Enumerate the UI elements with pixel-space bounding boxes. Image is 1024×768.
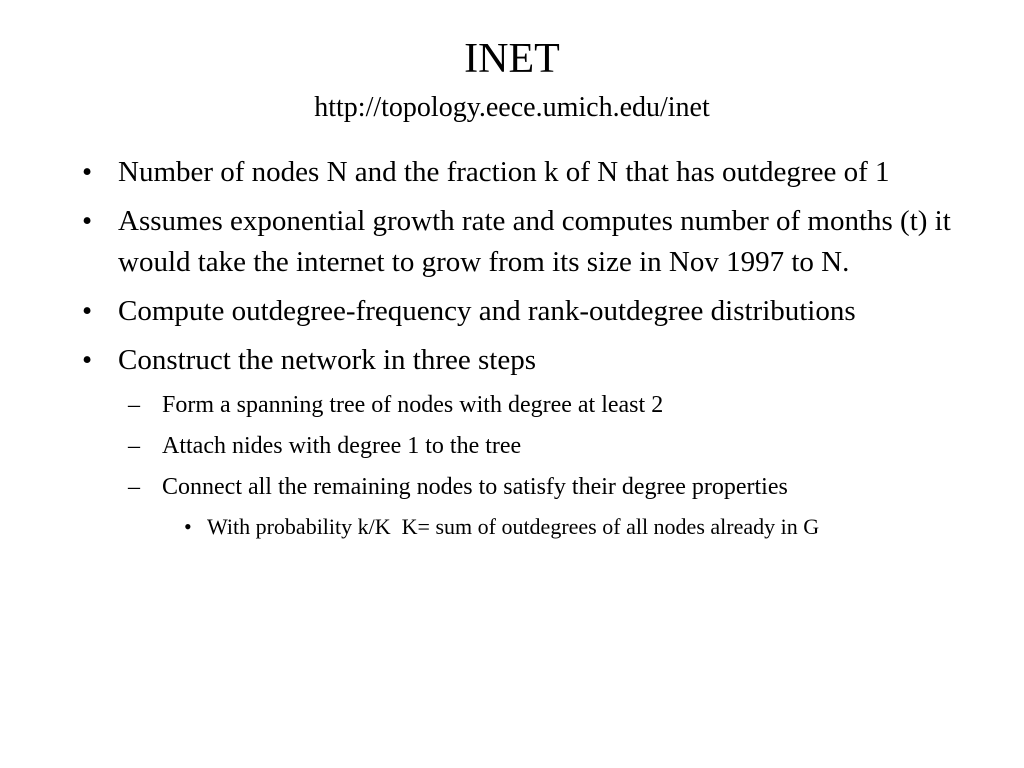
sub-sub-bullet-item [72,512,972,542]
bullet-marker: • [82,205,93,237]
bullet-item [72,291,972,332]
bullet-text: Number of nodes N and the fraction k of N that has outdegree of 1 [118,156,890,188]
bullet-marker: • [82,295,93,327]
slide-subtitle-url: http://topology.eece.umich.edu/inet [314,92,710,123]
bullet-marker: • [82,344,93,376]
dash-marker: – [128,392,140,418]
dash-marker: – [128,474,140,500]
bullet-marker: • [184,514,192,539]
bullet-item [72,201,972,283]
bullet-text: Assumes exponential growth rate and computes number of months (t) it would take the internet to grow from its size in Nov 1997 to N. [118,205,959,278]
bullet-item [72,152,972,193]
sub-bullet-text: Form a spanning tree of nodes with degree at least 2 [162,392,664,418]
bullet-item [72,340,972,381]
bullet-text: Compute outdegree-frequency and rank-outdegree distributions [118,295,856,327]
bullet-text: Construct the network in three steps [118,344,536,376]
sub-bullet-text: Attach nides with degree 1 to the tree [162,433,522,459]
bullet-marker: • [82,156,93,188]
sub-bullet-item [72,471,972,503]
sub-sub-bullet-text: With probability k/K K= sum of outdegrees of all nodes already in G [207,514,820,539]
sub-bullet-item [72,430,972,462]
bullet-list [72,152,972,542]
sub-bullet-text: Connect all the remaining nodes to satisfy their degree properties [162,474,788,500]
dash-marker: – [128,433,140,459]
sub-bullet-item [72,389,972,421]
slide-title: INET [464,36,560,82]
